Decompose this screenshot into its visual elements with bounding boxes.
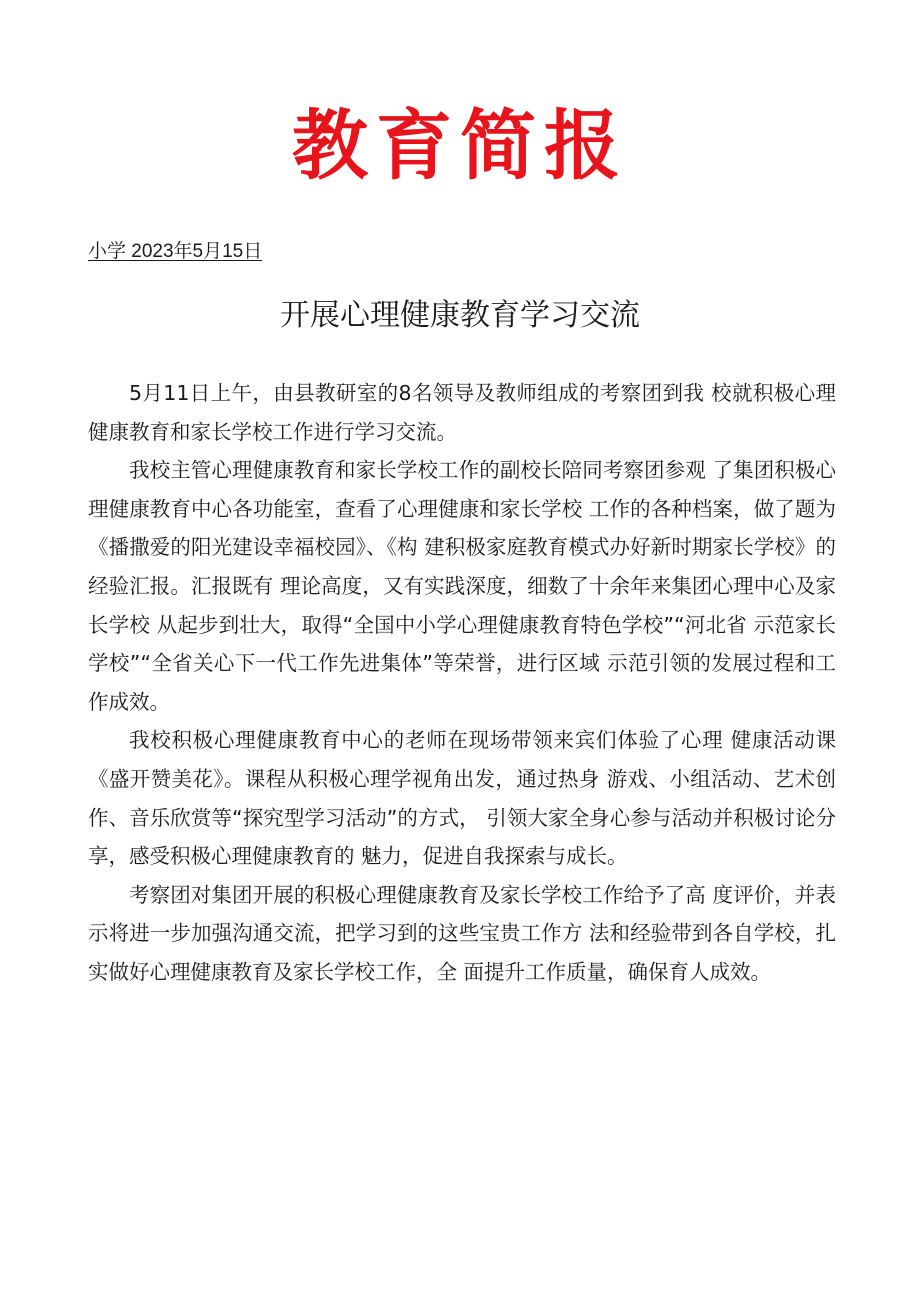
article-body xyxy=(88,374,836,992)
paragraph: 5月11日上午，由县教研室的8名领导及教师组成的考察团到我 校就积极心理健康教育和家长学校工作进行学习交流。 xyxy=(88,381,836,444)
masthead-title: 教育简报 xyxy=(292,101,628,190)
dateline: 小学 2023年5月15日 xyxy=(88,241,263,262)
paragraph: 考察团对集团开展的积极心理健康教育及家长学校工作给予了高 度评价，并表示将进一步加强沟通交流，把学习到的这些宝贵工作方 法和经验带到各自学校，扎实做好心理健康教育及家长学校工作，全 面提升工作质量，确保育人成效。 xyxy=(88,882,836,984)
paragraph: 我校主管心理健康教育和家长学校工作的副校长陪同考察团参观 了集团积极心理健康教育中心各功能室，查看了心理健康和家长学校 工作的各种档案，做了题为《播撒爱的阳光建设幸福校园》、《构 建积极家庭教育模式办好新时期家长学校》的经验汇报。汇报既有 理论高度，又有实践深度，细数了十余年来集团心理中心及家长学校 从起步到壮大，取得“全国中小学心理健康教育特色学校”“河北省 示范家长学校”“全省关心下一代工作先进集体”等荣誉，进行区域 示范引领的发展过程和工作成效。 xyxy=(88,458,836,714)
paragraph: 我校积极心理健康教育中心的老师在现场带领来宾们体验了心理 健康活动课《盛开赞美花》。课程从积极心理学视角出发，通过热身 游戏、小组活动、艺术创作、音乐欣赏等“探究型学习活动”的方式， 引领大家全身心参与活动并积极讨论分享，感受积极心理健康教育的 魅力，促进自我探索与成长。 xyxy=(88,728,836,869)
article-title: 开展心理健康教育学习交流 xyxy=(280,298,640,333)
